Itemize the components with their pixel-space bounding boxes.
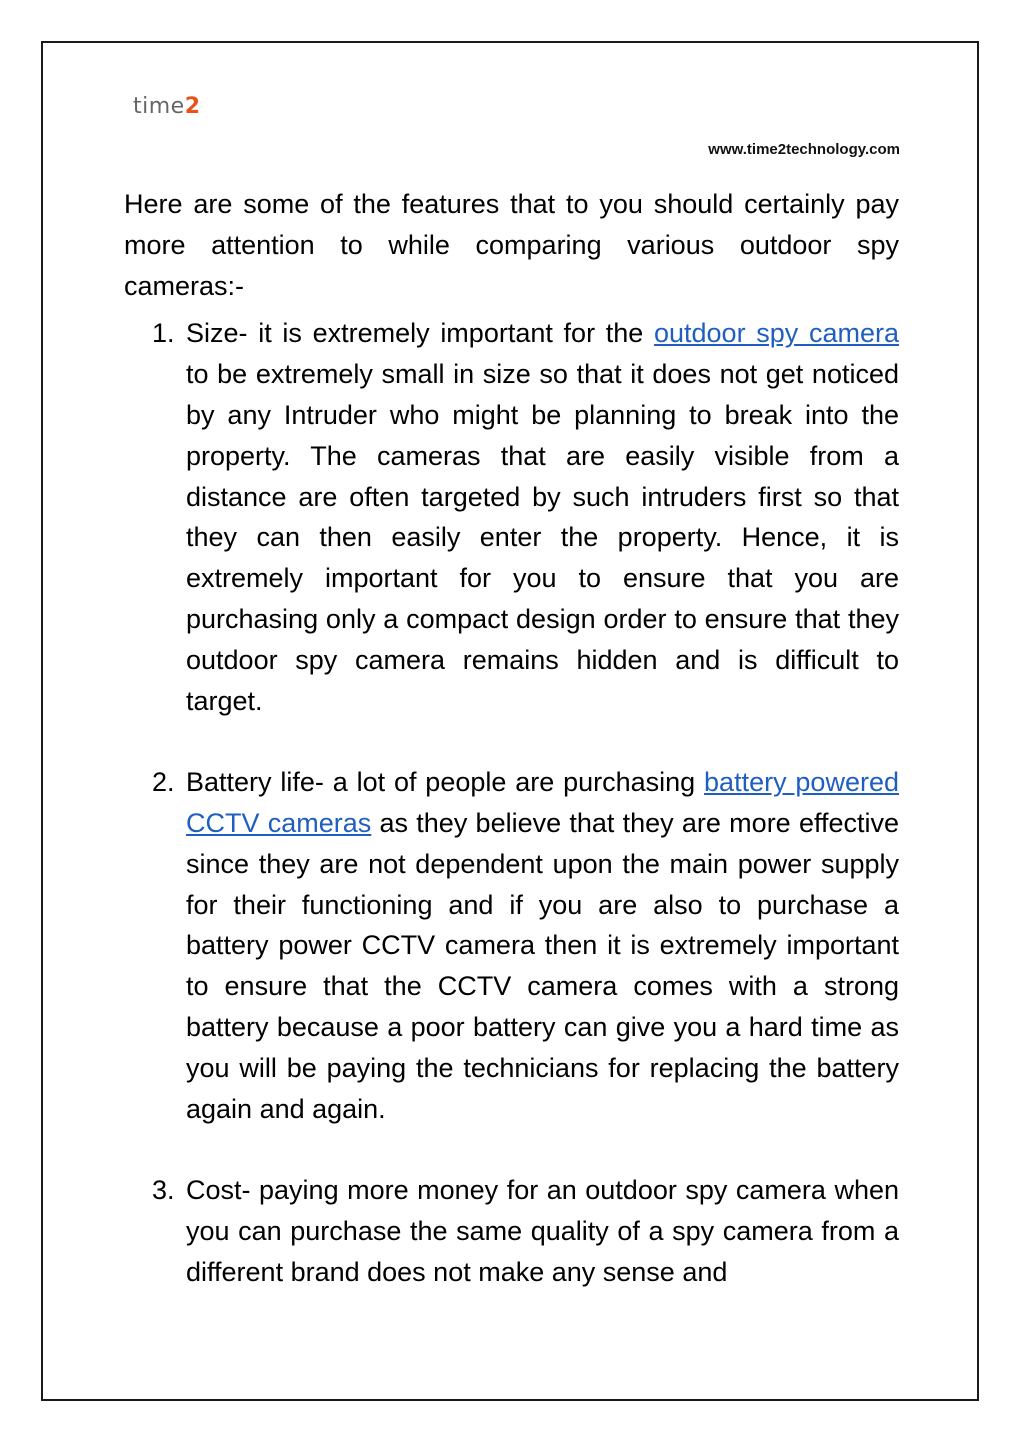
- logo-number: 2: [184, 94, 201, 119]
- battery-cctv-cameras-link[interactable]: battery powered CCTV cameras: [186, 767, 899, 838]
- outdoor-spy-camera-link[interactable]: outdoor spy camera: [653, 318, 899, 349]
- item-text-after: as they believe that they are more effective since they are not dependent upon the main power supply for their functioning and if you are also to purchase a battery power CCTV camera then it is extremely important to ensure that the CCTV camera comes with a strong battery because a poor battery can give you a hard time as you will be paying the technicians for replacing the battery again and again.: [186, 807, 900, 1124]
- intro-paragraph: Here are some of the features that to you should certainly pay more attention to while comparing various outdoor spy cameras:-: [124, 189, 899, 301]
- list-number: 3.: [152, 1175, 175, 1206]
- list-item-size: [124, 313, 899, 721]
- list-number: 2.: [152, 767, 175, 798]
- site-url: www.time2technology.com: [708, 141, 900, 158]
- document-body: [124, 184, 899, 1333]
- list-item-cost: [124, 1170, 899, 1292]
- features-list: [124, 313, 899, 1292]
- item-text-after: to be extremely small in size so that it does not get noticed by any Intruder who might be planning to break into the property. The cameras that are easily visible from a distance are often targeted by such intruders first so that they can then easily enter the property. Hence, it is extremely important for you to ensure that you are purchasing only a compact design order to ensure that they outdoor spy camera remains hidden and is difficult to target.: [186, 359, 899, 716]
- logo-word: time: [133, 94, 185, 119]
- list-item-battery: [124, 762, 899, 1129]
- item-text-before: Battery life- a lot of people are purchasing: [186, 767, 705, 798]
- list-number: 1.: [152, 318, 175, 349]
- item-text: Cost- paying more money for an outdoor spy camera when you can purchase the same quality of a spy camera from a different brand does not make any sense and: [186, 1175, 899, 1287]
- time2-logo: [133, 95, 201, 119]
- item-text-before: Size- it is extremely important for the: [186, 318, 654, 349]
